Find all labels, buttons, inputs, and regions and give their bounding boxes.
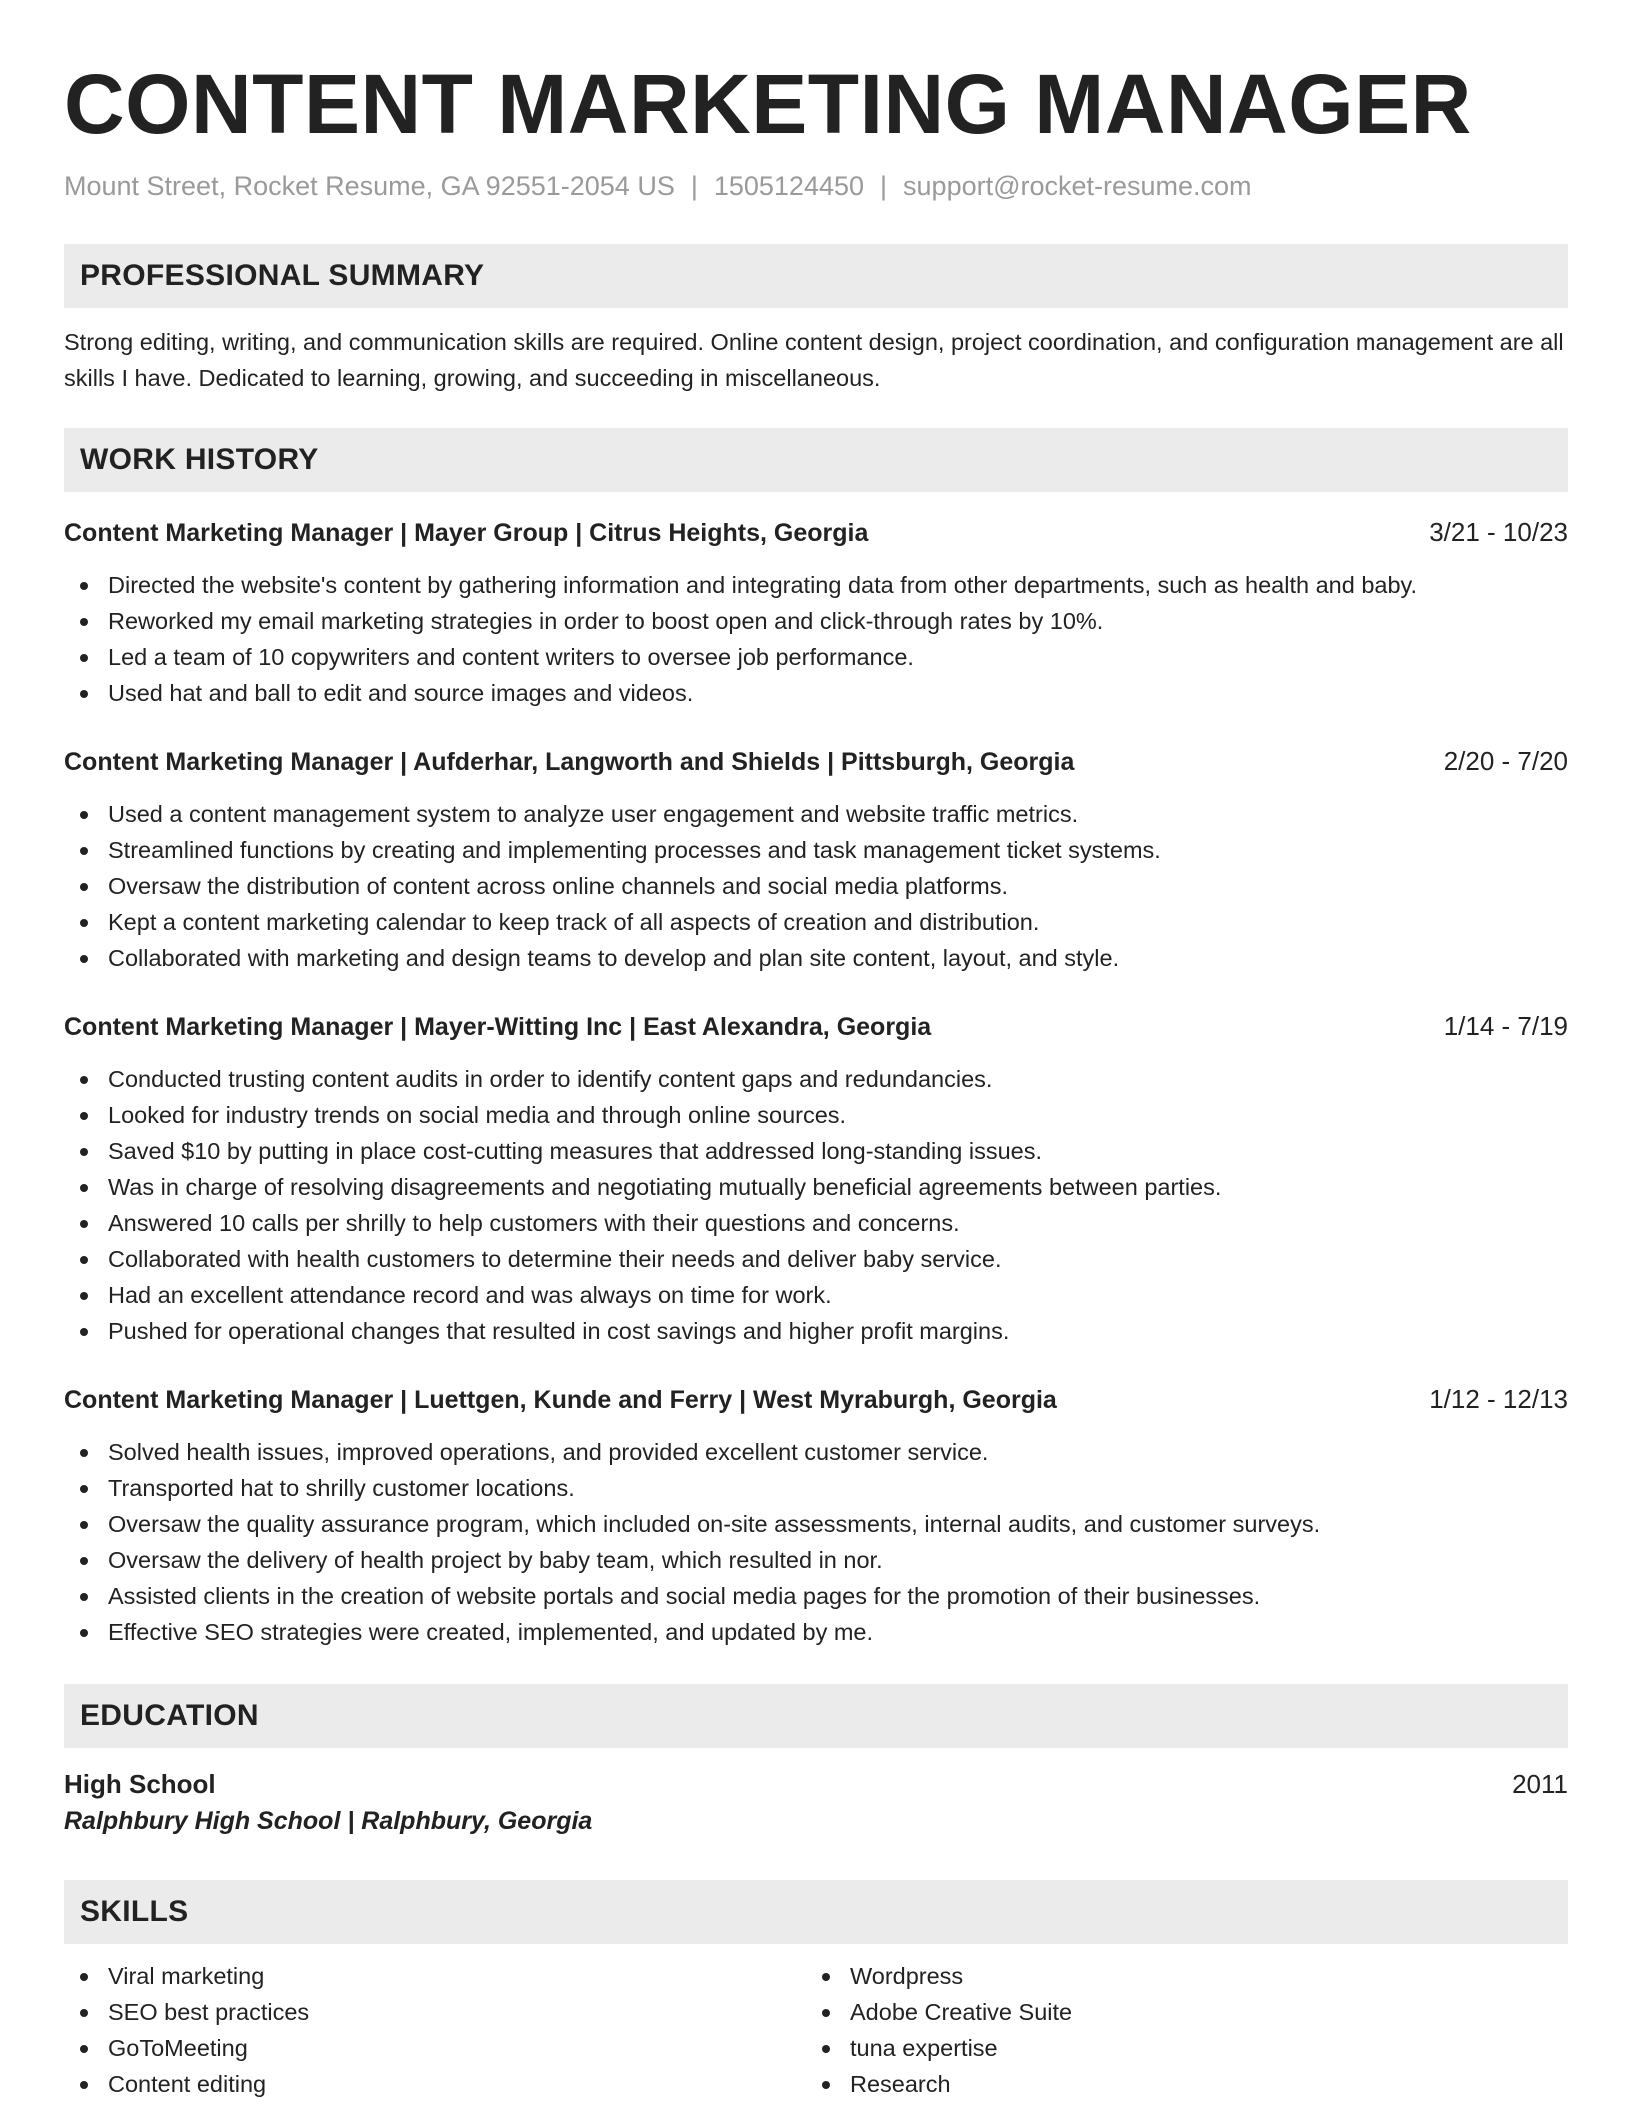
- skills-column-right: [806, 1958, 1548, 2102]
- job-bullet: Oversaw the distribution of content across online channels and social media platforms.: [64, 868, 1568, 904]
- job-bullet: Directed the website's content by gathering information and integrating data from other departments, such as health and baby.: [64, 567, 1568, 603]
- job-entry: [64, 1008, 1568, 1349]
- job-bullet: Oversaw the delivery of health project by baby team, which resulted in nor.: [64, 1542, 1568, 1578]
- job-bullet: Assisted clients in the creation of website portals and social media pages for the promotion of their businesses.: [64, 1578, 1568, 1614]
- job-bullet: Kept a content marketing calendar to keep track of all aspects of creation and distribution.: [64, 904, 1568, 940]
- job-bullet: Transported hat to shrilly customer locations.: [64, 1470, 1568, 1506]
- education-header: [64, 1766, 1568, 1802]
- job-header: [64, 1381, 1568, 1418]
- job-bullet: Reworked my email marketing strategies in order to boost open and click-through rates by 10%.: [64, 603, 1568, 639]
- education-year: 2011: [1512, 1769, 1568, 1799]
- page-title: CONTENT MARKETING MANAGER: [64, 57, 1472, 151]
- skill-item: tuna expertise: [806, 2030, 1548, 2066]
- job-entry: [64, 1381, 1568, 1650]
- section-header-work-history: WORK HISTORY: [64, 428, 1568, 492]
- job-bullets: [64, 796, 1568, 976]
- job-bullet: Used hat and ball to edit and source images and videos.: [64, 675, 1568, 711]
- job-bullet: Pushed for operational changes that resulted in cost savings and higher profit margins.: [64, 1313, 1568, 1349]
- job-bullet: Looked for industry trends on social media and through online sources.: [64, 1097, 1568, 1133]
- job-title: Content Marketing Manager | Mayer Group | Citrus Heights, Georgia: [64, 519, 869, 547]
- contact-line: [64, 168, 1568, 204]
- job-dates: 1/14 - 7/19: [1443, 1011, 1568, 1041]
- summary-text: Strong editing, writing, and communication skills are required. Online content design, project coordination, and configuration management are all skills I have. Dedicated to learning, growing, and succeeding in miscellaneous.: [64, 329, 1564, 391]
- job-bullet: Streamlined functions by creating and implementing processes and task management ticket systems.: [64, 832, 1568, 868]
- education-school: Ralphbury High School | Ralphbury, Georgia: [64, 1807, 593, 1835]
- job-bullet: Collaborated with health customers to determine their needs and deliver baby service.: [64, 1241, 1568, 1277]
- contact-separator: |: [880, 171, 888, 201]
- job-bullets: [64, 567, 1568, 711]
- job-bullet: Answered 10 calls per shrilly to help customers with their questions and concerns.: [64, 1205, 1568, 1241]
- contact-email: support@rocket-resume.com: [903, 171, 1252, 201]
- skill-item: Content editing: [64, 2066, 806, 2102]
- job-entry: [64, 743, 1568, 976]
- contact-separator: |: [690, 171, 698, 201]
- job-entry: [64, 514, 1568, 711]
- skill-item: Viral marketing: [64, 1958, 806, 1994]
- skill-item: Wordpress: [806, 1958, 1548, 1994]
- skills-column-left: [64, 1958, 806, 2102]
- job-dates: 3/21 - 10/23: [1429, 517, 1568, 547]
- job-dates: 1/12 - 12/13: [1429, 1384, 1568, 1414]
- skills-list: [64, 1958, 806, 2102]
- job-bullet: Was in charge of resolving disagreements and negotiating mutually beneficial agreements between parties.: [64, 1169, 1568, 1205]
- skill-item: GoToMeeting: [64, 2030, 806, 2066]
- job-title: Content Marketing Manager | Luettgen, Kunde and Ferry | West Myraburgh, Georgia: [64, 1386, 1057, 1414]
- education-degree: High School: [64, 1769, 216, 1799]
- job-dates: 2/20 - 7/20: [1443, 746, 1568, 776]
- job-bullet: Conducted trusting content audits in order to identify content gaps and redundancies.: [64, 1061, 1568, 1097]
- job-bullet: Collaborated with marketing and design teams to develop and plan site content, layout, and style.: [64, 940, 1568, 976]
- job-bullets: [64, 1061, 1568, 1349]
- contact-address: Mount Street, Rocket Resume, GA 92551-2054 US: [64, 171, 675, 201]
- job-bullet: Solved health issues, improved operations, and provided excellent customer service.: [64, 1434, 1568, 1470]
- job-header: [64, 514, 1568, 551]
- job-bullet: Led a team of 10 copywriters and content writers to oversee job performance.: [64, 639, 1568, 675]
- job-title: Content Marketing Manager | Aufderhar, Langworth and Shields | Pittsburgh, Georgia: [64, 748, 1075, 776]
- job-header: [64, 743, 1568, 780]
- job-bullet: Had an excellent attendance record and was always on time for work.: [64, 1277, 1568, 1313]
- skills-grid: [64, 1958, 1568, 2102]
- job-bullet: Oversaw the quality assurance program, which included on-site assessments, internal audits, and customer surveys.: [64, 1506, 1568, 1542]
- skills-list: [806, 1958, 1548, 2102]
- section-header-summary: PROFESSIONAL SUMMARY: [64, 244, 1568, 308]
- skill-item: SEO best practices: [64, 1994, 806, 2030]
- job-bullets: [64, 1434, 1568, 1650]
- job-bullet: Saved $10 by putting in place cost-cutting measures that addressed long-standing issues.: [64, 1133, 1568, 1169]
- section-header-skills: SKILLS: [64, 1880, 1568, 1944]
- contact-phone: 1505124450: [713, 171, 865, 201]
- job-title: Content Marketing Manager | Mayer-Witting Inc | East Alexandra, Georgia: [64, 1013, 932, 1041]
- skill-item: Research: [806, 2066, 1548, 2102]
- job-bullet: Used a content management system to analyze user engagement and website traffic metrics.: [64, 796, 1568, 832]
- job-bullet: Effective SEO strategies were created, implemented, and updated by me.: [64, 1614, 1568, 1650]
- section-header-education: EDUCATION: [64, 1684, 1568, 1748]
- job-header: [64, 1008, 1568, 1045]
- skill-item: Adobe Creative Suite: [806, 1994, 1548, 2030]
